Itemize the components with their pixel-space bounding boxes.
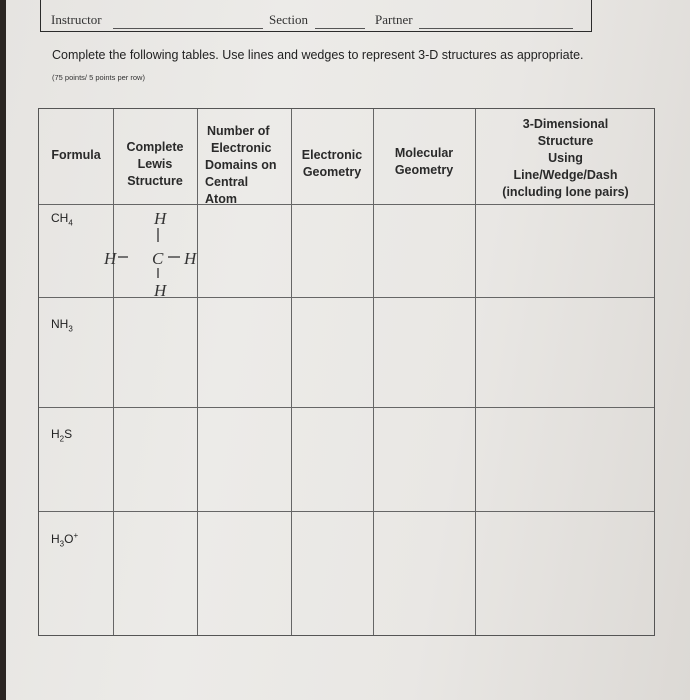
section-label: Section: [269, 12, 308, 27]
lewis-h-right: H: [184, 249, 197, 268]
header-lewis-structure: Complete Lewis Structure: [126, 140, 184, 188]
section-line[interactable]: [315, 28, 365, 29]
header-molecular-geometry: Molecular Geometry: [394, 146, 454, 177]
formula-nh3: $NH_3$: [51, 317, 73, 334]
formula-ch4: $CH_4$: [51, 211, 73, 228]
lewis-h-left: H: [104, 249, 117, 268]
instructions-text: Complete the following tables. Use lines and wedges to represent 3-D structures as appropriate.: [52, 48, 584, 62]
partner-label: Partner: [375, 12, 413, 27]
chemistry-table: [38, 108, 655, 636]
header-box: [40, 0, 592, 32]
partner-line[interactable]: [419, 28, 573, 29]
formula-h2s: $H_2S$: [51, 427, 73, 444]
row-divider: [39, 511, 654, 512]
col-divider: [291, 109, 292, 635]
row-divider: [39, 297, 654, 298]
lewis-c-center: C: [152, 249, 164, 268]
lewis-structure-ch4: [104, 204, 197, 304]
header-formula: Formula: [51, 148, 101, 162]
col-divider: [373, 109, 374, 635]
header-3d-structure: 3-Dimensional Structure Using Line/Wedge/Dash (including lone pairs): [502, 117, 629, 199]
header-electronic-geometry: Electronic Geometry: [301, 148, 363, 179]
instructor-label: Instructor: [51, 12, 102, 27]
header-electronic-domains: Number of Electronic Domains on Central Atom: [205, 124, 277, 206]
instructor-line[interactable]: [113, 28, 263, 29]
row-divider: [39, 407, 654, 408]
formula-h3o: $H_3O^+$: [51, 531, 79, 549]
lewis-h-top: H: [154, 209, 167, 228]
row-divider: [39, 204, 654, 205]
lewis-h-bottom: H: [154, 281, 167, 300]
points-text: (75 points/ 5 points per row): [52, 73, 145, 82]
